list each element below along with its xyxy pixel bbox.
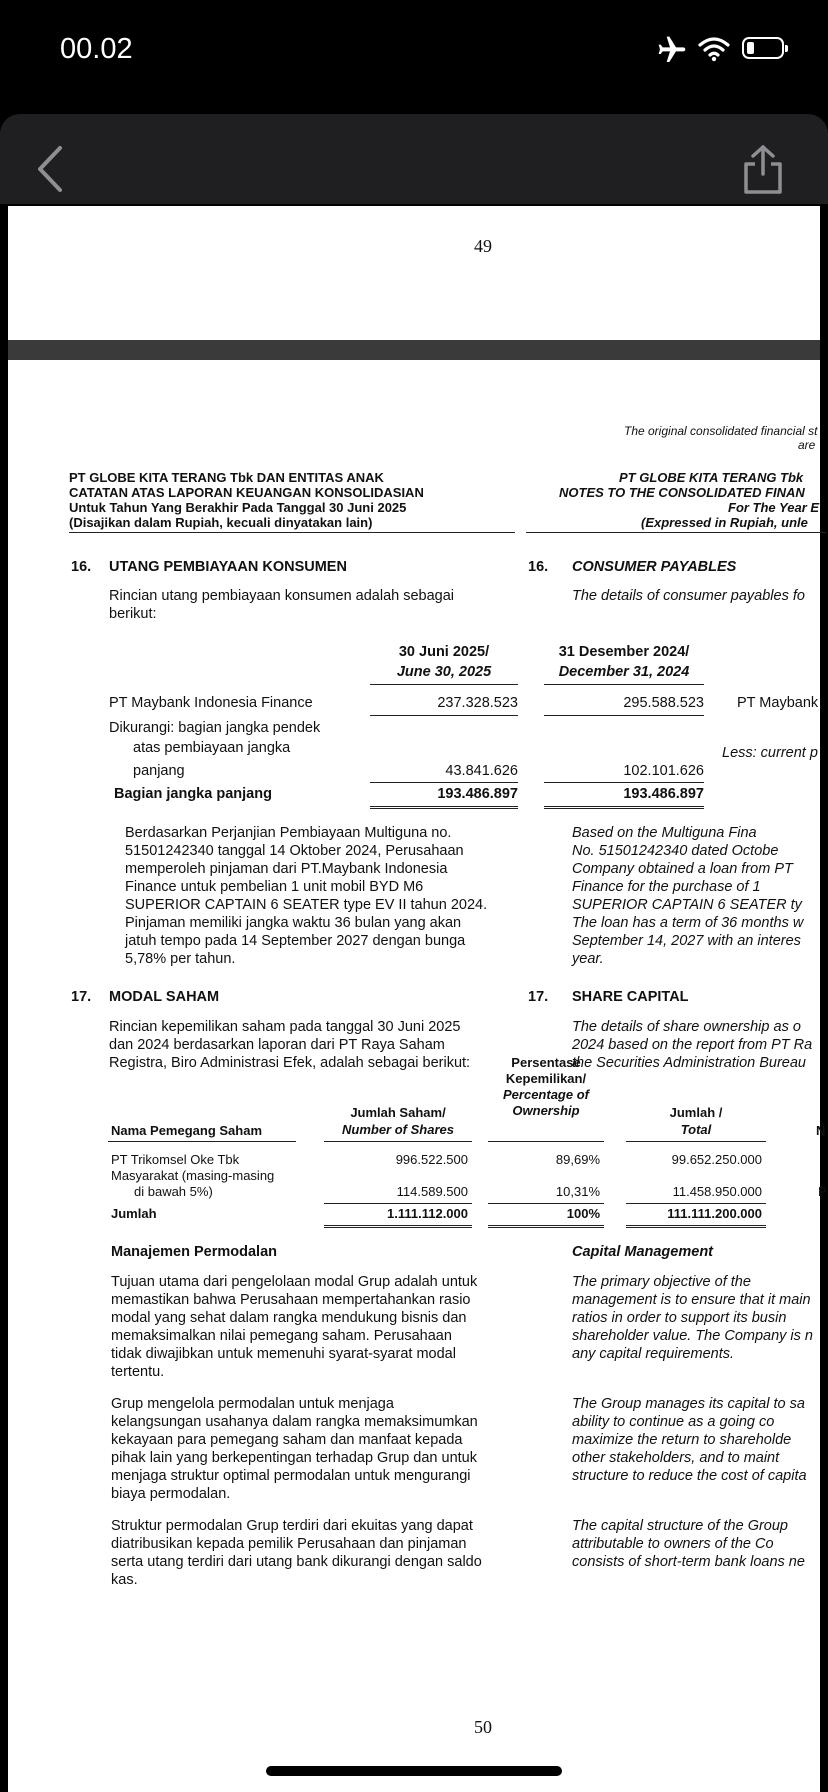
- row-value: 193.486.897: [437, 786, 518, 802]
- header-currency-en: (Expressed in Rupiah, unle: [641, 515, 808, 530]
- text-line: Berdasarkan Perjanjian Pembiayaan Multiguna no.: [125, 825, 452, 841]
- text-line: memaksimalkan nilai pemegang saham. Perusahaan: [111, 1328, 452, 1344]
- text-line: Based on the Multiguna Fina: [572, 825, 757, 841]
- text-line: The loan has a term of 36 months w: [572, 915, 804, 931]
- text-line: Tujuan utama dari pengelolaan modal Grup adalah untuk: [111, 1274, 478, 1290]
- intro-text: Rincian utang pembiayaan konsumen adalah sebagai: [109, 588, 455, 604]
- total-amount: 111.111.200.000: [667, 1206, 762, 1221]
- text-line: management is to ensure that it main: [572, 1292, 811, 1308]
- subsection-title-en: Capital Management: [572, 1244, 713, 1260]
- text-line: Finance untuk pembelian 1 unit mobil BYD M6: [125, 879, 424, 895]
- text-line: attributable to owners of the Co: [572, 1536, 774, 1552]
- section-title: MODAL SAHAM: [109, 989, 220, 1005]
- text-line: any capital requirements.: [572, 1346, 734, 1362]
- row-label: atas pembiayaan jangka: [133, 740, 291, 756]
- text-line: structure to reduce the cost of capita: [572, 1468, 807, 1484]
- status-bar: [0, 0, 828, 106]
- text-line: menjaga struktur optimal permodalan untuk mengurangi: [111, 1468, 471, 1484]
- share-total: 99.652.250.000: [671, 1152, 762, 1167]
- header-title: CATATAN ATAS LAPORAN KEUANGAN KONSOLIDASIAN: [69, 485, 424, 500]
- page-gap: [8, 340, 820, 360]
- section-title: UTANG PEMBIAYAAN KONSUMEN: [109, 559, 347, 575]
- text-line: memperoleh pinjaman dari PT.Maybank Indonesia: [125, 861, 448, 877]
- text-line: September 14, 2027 with an interes: [572, 933, 801, 949]
- table-header-shares-en: Number of Shares: [342, 1122, 454, 1137]
- row-label: Dikurangi: bagian jangka pendek: [109, 720, 321, 736]
- header-period-en: For The Year E: [728, 500, 820, 515]
- share-count: 114.589.500: [396, 1184, 468, 1199]
- shareholder-name-2: di bawah 5%): [134, 1184, 213, 1199]
- header-company-en: PT GLOBE KITA TERANG Tbk: [619, 470, 804, 485]
- column-header-2: 31 Desember 2024/: [558, 644, 690, 660]
- text-line: The primary objective of the: [572, 1274, 751, 1290]
- pdf-page-50: [8, 360, 827, 1792]
- wifi-icon: [698, 36, 730, 62]
- text-line: Company obtained a loan from PT: [572, 861, 793, 877]
- section-number-en: 16.: [528, 559, 549, 575]
- page-number: 50: [474, 1717, 492, 1737]
- text-line: serta utang terdiri dari utang bank dikurangi dengan saldo: [111, 1554, 482, 1570]
- section-title-en: SHARE CAPITAL: [572, 989, 689, 1005]
- row-label: panjang: [133, 763, 185, 779]
- shareholder-name: Masyarakat (masing-masing: [111, 1168, 275, 1183]
- pdf-page-49: [8, 206, 820, 340]
- text-line: shareholder value. The Company is n: [572, 1328, 813, 1344]
- text-line: The Group manages its capital to sa: [572, 1396, 805, 1412]
- text-line: maximize the return to shareholde: [572, 1432, 792, 1448]
- text-line: dan 2024 berdasarkan laporan dari PT Raya Saham: [109, 1037, 445, 1053]
- table-header-pct-en-2: Ownership: [512, 1103, 580, 1118]
- viewer-toolbar: [0, 114, 828, 204]
- top-note-2: are: [798, 438, 816, 452]
- text-line: Grup mengelola permodalan untuk menjaga: [111, 1396, 394, 1412]
- row-label-en: Less: current p: [722, 745, 818, 761]
- table-header-cut: N: [816, 1123, 826, 1138]
- text-line: Rincian kepemilikan saham pada tanggal 30 Juni 2025: [109, 1019, 461, 1035]
- share-pct: 89,69%: [555, 1152, 600, 1167]
- table-header-total-en: Total: [680, 1122, 712, 1137]
- text-line: SUPERIOR CAPTAIN 6 SEATER type EV II tahun 2024.: [125, 897, 488, 913]
- text-line: 2024 based on the report from PT Ra: [572, 1037, 813, 1053]
- text-line: Pinjaman memiliki jangka waktu 36 bulan yang akan: [125, 915, 462, 931]
- row-label: PT Maybank Indonesia Finance: [109, 695, 313, 711]
- section-number: 16.: [71, 559, 92, 575]
- text-line: Struktur permodalan Grup terdiri dari ekuitas yang dapat: [111, 1518, 473, 1534]
- text-line: other stakeholders, and to maint: [572, 1450, 780, 1466]
- text-line: year.: [572, 951, 604, 967]
- page-number: 49: [474, 236, 492, 256]
- header-title-en: NOTES TO THE CONSOLIDATED FINAN: [559, 485, 805, 500]
- header-period: Untuk Tahun Yang Berakhir Pada Tanggal 30 Juni 2025: [69, 500, 407, 515]
- text-line: jatuh tempo pada 14 September 2027 dengan bunga: [125, 933, 466, 949]
- subsection-title: Manajemen Permodalan: [111, 1244, 277, 1260]
- text-line: 51501242340 tanggal 14 Oktober 2024, Perusahaan: [125, 843, 464, 859]
- row-value-2: 102.101.626: [623, 763, 704, 779]
- total-shares: 1.111.112.000: [387, 1206, 468, 1221]
- table-header-total: Jumlah /: [669, 1105, 723, 1120]
- text-line: memastikan bahwa Perusahaan mempertahankan rasio: [111, 1292, 471, 1308]
- text-line: Registra, Biro Administrasi Efek, adalah sebagai berikut:: [109, 1055, 471, 1071]
- back-chevron-icon[interactable]: [34, 144, 66, 194]
- airplane-icon: [655, 34, 689, 66]
- table-header-pct-en: Percentage of: [503, 1087, 589, 1102]
- total-pct: 100%: [566, 1206, 600, 1221]
- table-header-shares: Jumlah Saham/: [350, 1105, 446, 1120]
- text-line: kas.: [111, 1572, 138, 1588]
- text-line: kekayaan para pemegang saham dan manfaat kepada: [111, 1432, 463, 1448]
- text-line: 5,78% per tahun.: [125, 951, 236, 967]
- share-total: 11.458.950.000: [672, 1184, 762, 1199]
- text-line: modal yang sehat dalam rangka mendukung bisnis dan: [111, 1310, 467, 1326]
- section-title-en: CONSUMER PAYABLES: [572, 559, 737, 575]
- home-indicator[interactable]: [266, 1766, 562, 1776]
- text-line: the Securities Administration Bureau: [572, 1055, 806, 1071]
- status-time: 00.02: [60, 33, 133, 65]
- header-company: PT GLOBE KITA TERANG Tbk DAN ENTITAS ANAK: [69, 470, 384, 485]
- row-label-en: PT Maybank: [737, 695, 819, 711]
- column-header-en: June 30, 2025: [396, 664, 492, 680]
- text-line: The capital structure of the Group: [572, 1518, 788, 1534]
- row-value-2: 193.486.897: [623, 786, 704, 802]
- intro-text-2: berikut:: [109, 606, 157, 622]
- row-value-2: 295.588.523: [623, 695, 704, 711]
- text-line: Finance for the purchase of 1: [572, 879, 761, 895]
- text-line: diatribusikan kepada pemilik Perusahaan dan pinjaman: [111, 1536, 467, 1552]
- text-line: biaya permodalan.: [111, 1486, 231, 1502]
- share-icon[interactable]: [740, 144, 786, 196]
- column-header-2-en: December 31, 2024: [558, 664, 690, 680]
- row-cut: P: [818, 1184, 827, 1199]
- section-number-en: 17.: [528, 989, 549, 1005]
- intro-text-en: The details of consumer payables fo: [572, 588, 805, 604]
- table-header-name: Nama Pemegang Saham: [111, 1123, 263, 1138]
- text-line: SUPERIOR CAPTAIN 6 SEATER ty: [572, 897, 802, 913]
- text-line: pihak lain yang berkepentingan terhadap Grup dan untuk: [111, 1450, 477, 1466]
- section-number: 17.: [71, 989, 92, 1005]
- shareholder-name: PT Trikomsel Oke Tbk: [111, 1152, 240, 1167]
- battery-icon: [742, 37, 784, 59]
- total-label: Jumlah: [111, 1206, 157, 1221]
- text-line: consists of short-term bank loans ne: [572, 1554, 805, 1570]
- header-currency: (Disajikan dalam Rupiah, kecuali dinyatakan lain): [69, 515, 373, 530]
- share-pct: 10,31%: [555, 1184, 600, 1199]
- table-header-pct-2: Kepemilikan/: [505, 1071, 587, 1086]
- row-label: Bagian jangka panjang: [114, 786, 272, 802]
- row-value: 237.328.523: [437, 695, 518, 711]
- top-note: The original consolidated financial st: [624, 424, 818, 438]
- share-count: 996.522.500: [395, 1152, 468, 1167]
- text-line: No. 51501242340 dated Octobe: [572, 843, 779, 859]
- text-line: The details of share ownership as o: [572, 1019, 801, 1035]
- text-line: kelangsungan usahanya dalam rangka memaksimumkan: [111, 1414, 478, 1430]
- table-header-pct: Persentase: [511, 1055, 581, 1070]
- text-line: ability to continue as a going co: [572, 1414, 775, 1430]
- column-header: 30 Juni 2025/: [398, 644, 490, 660]
- text-line: tidak diwajibkan untuk memenuhi syarat-syarat modal: [111, 1346, 456, 1362]
- text-line: ratios in order to support its busin: [572, 1310, 787, 1326]
- text-line: tertentu.: [111, 1364, 165, 1380]
- row-value: 43.841.626: [445, 763, 518, 779]
